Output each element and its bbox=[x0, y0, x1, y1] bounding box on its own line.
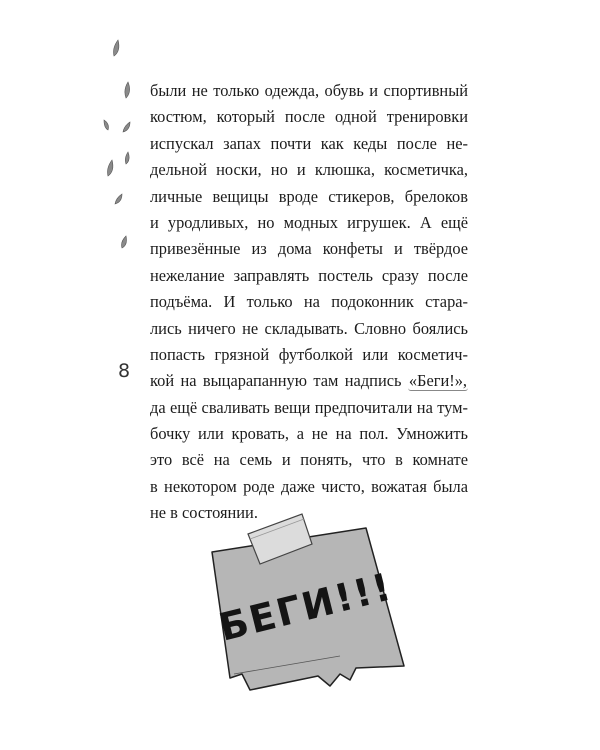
petal-icon bbox=[108, 160, 113, 176]
scratched-note-text: БЕГИ!!! bbox=[214, 564, 397, 650]
text-line bbox=[150, 368, 468, 394]
text-line-last: не в состоянии. bbox=[150, 503, 258, 523]
petal-icon bbox=[115, 194, 122, 204]
text-line-start: кой на выцарапанную там надпись bbox=[150, 371, 408, 391]
text-line: испускал запах почти как кеды после не- bbox=[150, 133, 468, 153]
text-line: и уродливых, но модных игрушек. А ещё bbox=[150, 212, 468, 232]
petal-icon bbox=[125, 152, 129, 164]
text-line: подъёма. И только на подоконник стара- bbox=[150, 292, 468, 312]
petal-icon bbox=[104, 120, 109, 130]
text-line: привезённые из дома конфеты и твёрдое bbox=[150, 239, 468, 259]
text-line: дельной носки, но и клюшка, косметичка, bbox=[150, 160, 468, 180]
text-line: личные вещицы вроде стикеров, брелоков bbox=[150, 186, 468, 206]
body-text bbox=[150, 78, 468, 527]
text-line: костюм, который после одной тренировки bbox=[150, 107, 468, 127]
petal-icon bbox=[125, 82, 130, 98]
text-line: в некотором роде даже чисто, вожатая была bbox=[150, 476, 468, 496]
sticky-note-illustration bbox=[190, 490, 430, 700]
page-number: 8 bbox=[118, 360, 131, 382]
text-line: лись ничего не складывать. Словно боялись bbox=[150, 318, 468, 338]
petal-icon bbox=[123, 122, 130, 132]
text-line: это всё на семь и понять, что в комнате bbox=[150, 450, 468, 470]
text-line: были не только одежда, обувь и спортивный bbox=[150, 81, 468, 100]
text-line: нежелание заправлять постель сразу после bbox=[150, 265, 468, 285]
petal-icon bbox=[114, 40, 119, 56]
highlighted-phrase: «Беги!», bbox=[408, 371, 467, 391]
text-line: да ещё сваливать вещи предпочитали на тум- bbox=[150, 397, 468, 417]
petal-icon bbox=[122, 236, 127, 248]
text-line: бочку или кровать, а не на пол. Умножить bbox=[150, 424, 468, 444]
text-line: попасть грязной футболкой или косметич- bbox=[150, 344, 468, 364]
